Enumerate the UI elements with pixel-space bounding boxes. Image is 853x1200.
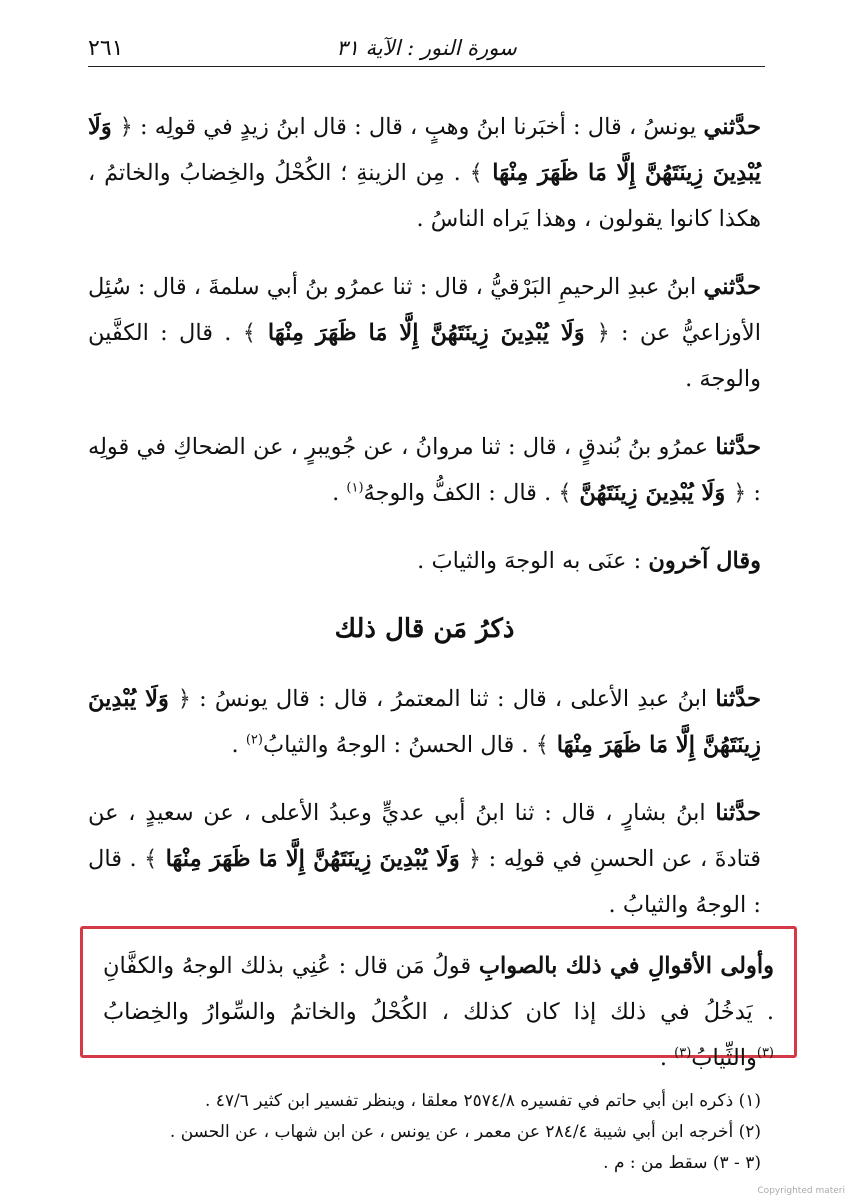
quran-verse: وَلَا يُبْدِينَ زِينَتَهُنَّ إِلَّا مَا ظَهَرَ مِنْهَا (88, 114, 761, 186)
narration-paragraph (88, 104, 761, 242)
narrations-group-2 (88, 676, 761, 928)
quran-verse: وَلَا يُبْدِينَ زِينَتَهُنَّ إِلَّا مَا ظَهَرَ مِنْهَا (255, 320, 597, 346)
footnote-ref: (٣) (674, 1045, 692, 1061)
narration-paragraph (88, 424, 761, 516)
footnote-ref: (٢) (245, 732, 263, 748)
narration-text: ابنُ بشارٍ ، قال : ثنا ابنُ أبي عديٍّ وعبدُ الأعلى ، عن سعيدٍ ، عن قتادةَ ، عن الحسنِ في قولِه : (88, 800, 761, 872)
section-heading: ذكرُ مَن قال ذلك (334, 614, 515, 644)
narration-lead: حدَّثني (703, 114, 761, 140)
narration-paragraph (88, 676, 761, 768)
narration-text: والثِّيابُ (691, 1045, 757, 1071)
quran-verse: وَلَا يُبْدِينَ زِينَتَهُنَّ (571, 480, 734, 506)
main-text (88, 104, 761, 950)
narration-paragraph (88, 790, 761, 928)
narration-lead: حدَّثنا (715, 434, 761, 460)
narration-lead: حدَّثنا (715, 686, 761, 712)
ornate-bracket: ﴾ (242, 320, 256, 346)
narration-paragraph (88, 264, 761, 402)
ornate-bracket: ﴿ (596, 320, 610, 346)
footnote: (٣ - ٣) سقط من : م . (603, 1153, 761, 1173)
quran-verse: وَلَا يُبْدِينَ زِينَتَهُنَّ إِلَّا مَا ظَهَرَ مِنْهَا (88, 686, 761, 758)
quran-verse: وَلَا يُبْدِينَ زِينَتَهُنَّ إِلَّا مَا ظَهَرَ مِنْهَا (157, 846, 468, 872)
narration-text: . قال : الكفَّين والوجهَ . (88, 320, 761, 392)
narration-lead: حدَّثني (703, 274, 761, 300)
footnote-ref: (١) (346, 480, 364, 496)
ornate-bracket: ﴾ (144, 846, 158, 872)
narration-text: عمرُو بنُ بُندقٍ ، قال : ثنا مروانُ ، عن جُويبرٍ ، عن الضحاكِ في قولِه : (88, 434, 761, 506)
page-number: ٢٦١ (88, 36, 124, 61)
narration-text: . (332, 480, 347, 506)
ornate-bracket: ﴿ (119, 114, 133, 140)
ornate-bracket: ﴿ (467, 846, 482, 872)
narration-text: . قال الحسنُ : الوجهُ والثيابُ (262, 732, 536, 758)
narration-lead: حدَّثنا (715, 800, 761, 826)
narration-text: . (231, 732, 246, 758)
narration-paragraph (88, 538, 761, 584)
narration-text: قولُ مَن قال : عُنِي بذلك الوجهُ والكفَّانِ . يَدخُلُ في ذلك إذا كان كذلك ، الكُحْلُ والخاتمُ والسِّوارُ والخِضابُ (103, 953, 774, 1025)
preferred-opinion (103, 943, 774, 1081)
narration-text: . (659, 1045, 675, 1071)
narration-text: : عنَى به الوجهَ والثيابَ . (417, 548, 649, 574)
narration-lead: وأولى الأقوالِ في ذلك بالصوابِ (478, 953, 774, 979)
ornate-bracket: ﴾ (558, 480, 572, 506)
narration-text: يونسُ ، قال : أخبَرنا ابنُ وهبٍ ، قال : قال ابنُ زيدٍ في قولِه : (132, 114, 704, 140)
narration-text: ابنُ عبدِ الرحيمِ البَرْقيُّ ، قال : ثنا عمرُو بنُ أبي سلمةَ ، قال : سُئِل الأوزاعيُّ عن : (88, 274, 761, 346)
narration-lead: وقال آخرون (648, 548, 761, 574)
ornate-bracket: ﴾ (535, 732, 549, 758)
ornate-bracket: ﴾ (469, 160, 483, 186)
running-title: سورة النور : الآية ٣١ (336, 36, 517, 60)
highlighted-passage (80, 926, 797, 1071)
narration-text: . قال : الكفُّ والوجهُ (363, 480, 559, 506)
footnote: (١) ذكره ابن أبي حاتم في تفسيره ٢٥٧٤/٨ معلقا ، وينظر تفسير ابن كثير ٤٧/٦ . (204, 1091, 761, 1111)
narration-text: . مِن الزينةِ ؛ الكُحْلُ والخِضابُ والخاتمُ ، هكذا كانوا يقولون ، وهذا يَراه الناسُ . (88, 160, 761, 232)
footnote: (٢) أخرجه ابن أبي شيبة ٢٨٤/٤ عن معمر ، عن يونس ، عن ابن شهاب ، عن الحسن . (169, 1122, 761, 1142)
page-header (88, 30, 765, 67)
ornate-bracket: ﴿ (177, 686, 191, 712)
footnotes (92, 1086, 761, 1179)
narrations-group-1 (88, 104, 761, 584)
watermark: Copyrighted materi (757, 1186, 845, 1196)
ornate-bracket: ﴿ (733, 480, 747, 506)
narration-text: ابنُ عبدِ الأعلى ، قال : ثنا المعتمرُ ، قال : قال يونسُ : (190, 686, 716, 712)
footnote-ref: (٣) (756, 1045, 774, 1061)
narration-text: . قال : الوجهُ والثيابُ . (88, 846, 761, 918)
